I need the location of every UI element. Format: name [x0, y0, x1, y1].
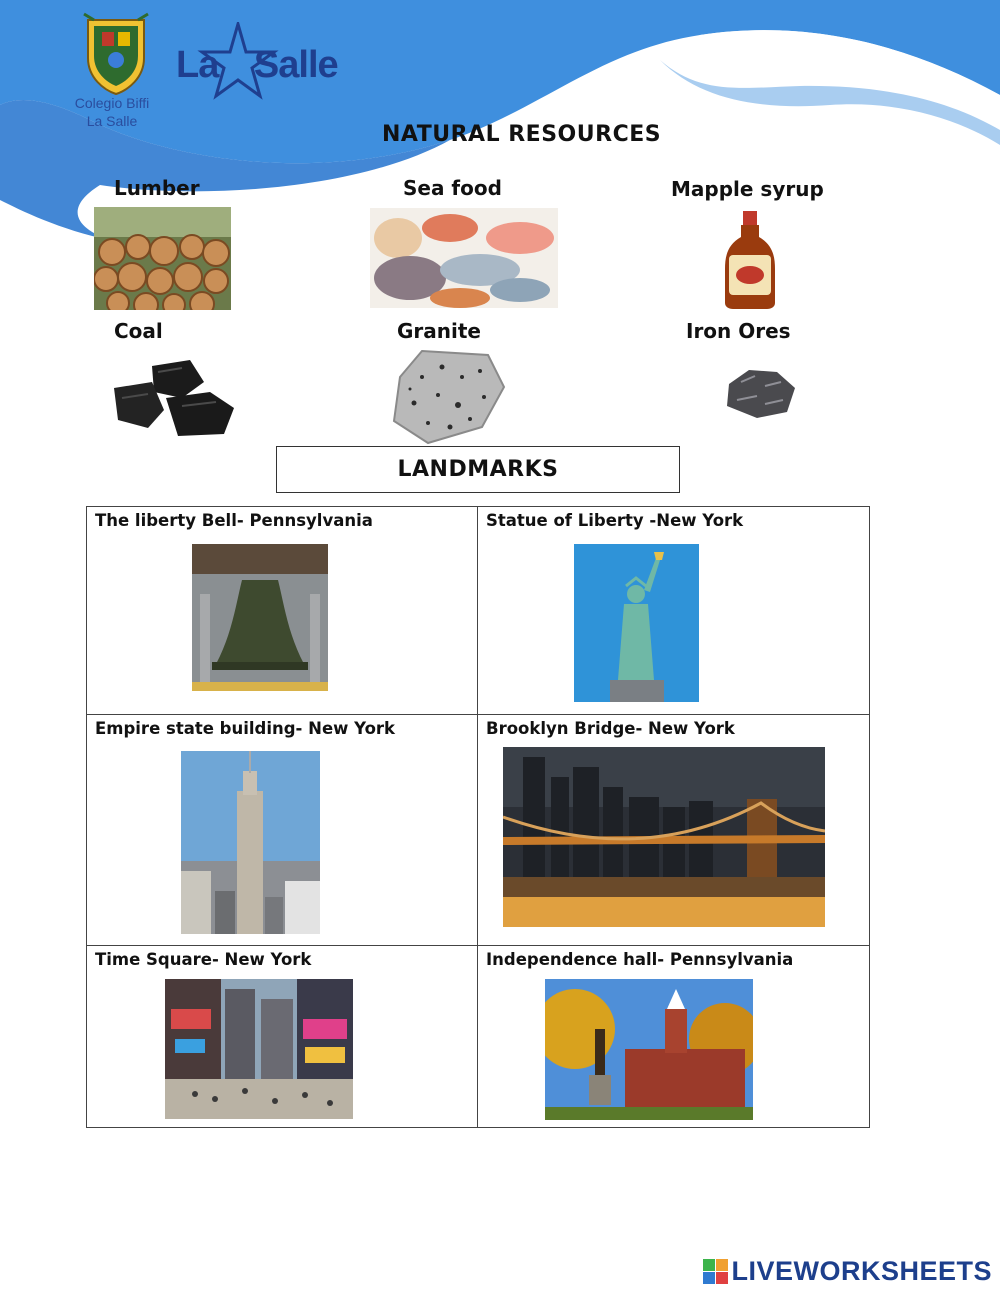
seafood-photo	[370, 208, 558, 308]
school-crest-icon	[80, 10, 152, 96]
lumber-photo	[94, 207, 231, 310]
empire-state-photo	[181, 751, 320, 934]
landmark-label-statue-of-liberty: Statue of Liberty -New York	[486, 511, 744, 530]
school-name-line1: Colegio Biffi	[74, 95, 150, 111]
table-row	[87, 507, 870, 715]
resource-label-iron-ores: Iron Ores	[686, 319, 791, 343]
table-row	[87, 715, 870, 946]
resource-label-seafood: Sea food	[403, 176, 502, 200]
landmark-cell	[87, 715, 478, 946]
iron-ore-photo	[721, 366, 797, 420]
statue-of-liberty-photo	[574, 544, 699, 702]
liveworksheets-blocks-icon	[703, 1259, 729, 1285]
resource-label-maple-syrup: Mapple syrup	[671, 177, 824, 201]
resource-label-granite: Granite	[397, 319, 481, 343]
la-salle-logo	[176, 22, 336, 102]
school-name	[62, 94, 162, 130]
landmark-cell	[87, 946, 478, 1128]
la-salle-logo-text: La Salle	[176, 44, 338, 86]
brooklyn-bridge-photo	[503, 747, 825, 927]
table-row	[87, 946, 870, 1128]
landmark-cell	[87, 507, 478, 715]
school-name-line2: La Salle	[86, 113, 138, 129]
landmark-label-independence-hall: Independence hall- Pennsylvania	[486, 950, 794, 969]
landmark-label-empire-state: Empire state building- New York	[95, 719, 396, 738]
landmark-cell	[478, 946, 870, 1128]
landmarks-title: LANDMARKS	[397, 457, 559, 482]
landmark-label-brooklyn-bridge: Brooklyn Bridge- New York	[486, 719, 735, 738]
landmark-cell	[478, 507, 870, 715]
landmark-label-liberty-bell: The liberty Bell- Pennsylvania	[95, 511, 373, 530]
times-square-photo	[165, 979, 353, 1119]
maple-syrup-photo	[723, 211, 777, 309]
resource-label-coal: Coal	[114, 319, 163, 343]
independence-hall-photo	[545, 979, 753, 1120]
landmarks-table	[86, 506, 870, 1128]
landmark-label-times-square: Time Square- New York	[95, 950, 312, 969]
natural-resources-title: NATURAL RESOURCES	[382, 122, 662, 147]
coal-photo	[112, 358, 237, 438]
granite-photo	[392, 347, 506, 445]
resource-label-lumber: Lumber	[114, 176, 200, 200]
liveworksheets-logo	[703, 1256, 992, 1287]
liberty-bell-photo	[192, 544, 328, 691]
liveworksheets-brand-text: LIVEWORKSHEETS	[731, 1256, 992, 1286]
landmark-cell	[478, 715, 870, 946]
landmarks-title-box	[276, 446, 680, 493]
